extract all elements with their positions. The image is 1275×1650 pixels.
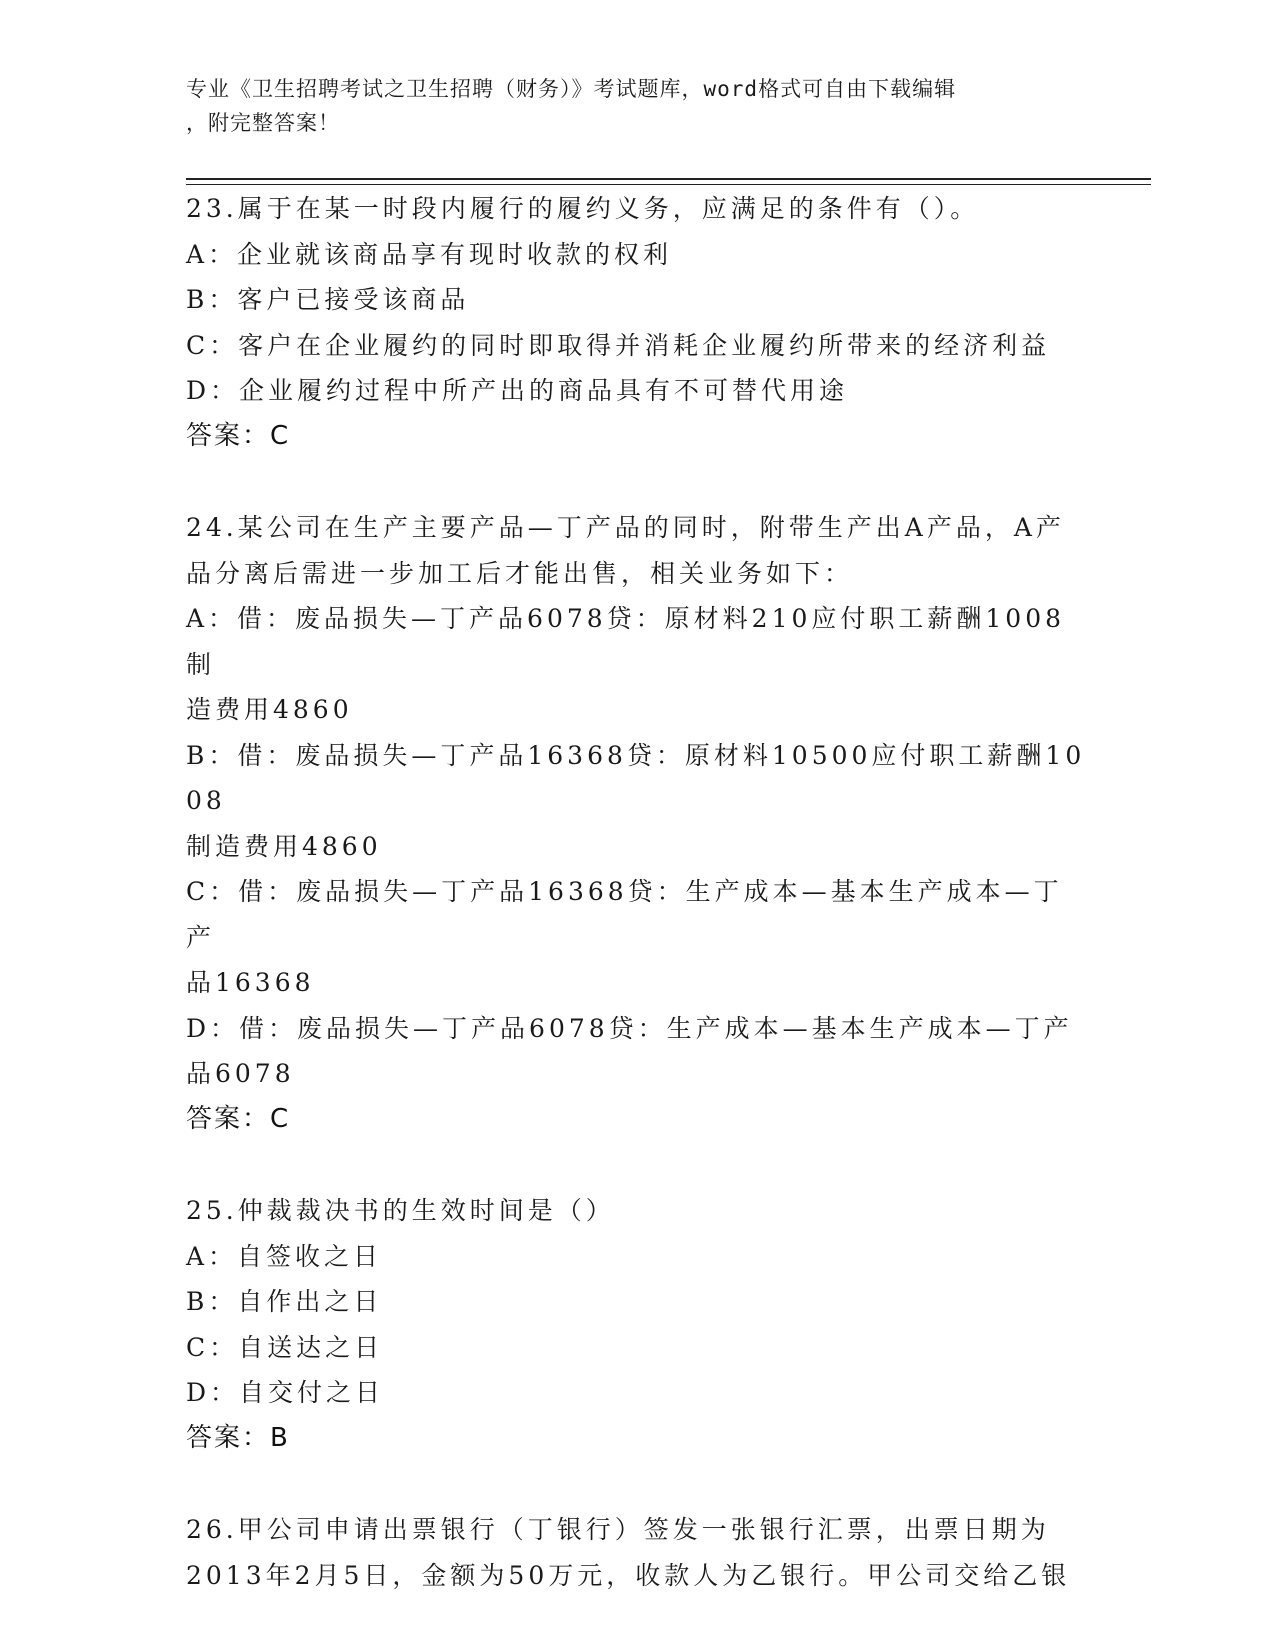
option-a: A：自签收之日 [186,1241,383,1271]
question-stem: 25.仲裁裁决书的生效时间是（） [186,1196,615,1225]
question-stem-line-2: 品分离后需进一步加工后才能出售，相关业务如下： [186,558,854,588]
question-25 [186,1188,1086,1461]
option-b: B：自作出之日 [186,1287,383,1316]
option-c: C：客户在企业履约的同时即取得并消耗企业履约所带来的经济利益 [186,330,1051,360]
option-d: D：企业履约过程中所产出的商品具有不可替代用途 [186,376,849,405]
option-a: A：企业就该商品享有现时收款的权利 [186,239,673,269]
answer-text: 答案：C [186,1103,291,1134]
option-c: C：自送达之日 [186,1332,384,1362]
question-stem: 23.属于在某一时段内履行的履约义务，应满足的条件有（）。 [186,194,980,223]
option-b: B：客户已接受该商品 [186,285,470,314]
option-b-line-2: 制造费用4860 [186,831,382,861]
option-b-line-1: B：借：废品损失—丁产品16368贷：原材料10500应付职工薪酬1008 [186,740,1086,815]
option-c-line-2: 品16368 [186,968,315,997]
option-d-line-1: D：借：废品损失—丁产品6078贷：生产成本—基本生产成本—丁产 [186,1013,1073,1043]
question-24 [186,505,1086,1142]
question-stem-line-1: 24.某公司在生产主要产品—丁产品的同时，附带生产出A产品，A产 [186,513,1065,542]
answer-text: 答案：C [186,420,291,451]
header-line-1: 专业《卫生招聘考试之卫生招聘（财务）》考试题库，word格式可自由下载编辑 [186,77,957,101]
header-line-2: ，附完整答案！ [186,111,340,135]
header-divider-thick [186,178,1151,180]
question-list [186,186,1086,1598]
answer-text: 答案：B [186,1422,290,1453]
question-26 [186,1507,1086,1598]
option-d-line-2: 品6078 [186,1059,295,1088]
option-d: D：自交付之日 [186,1378,385,1407]
question-stem-line-2: 2013年2月5日，金额为50万元，收款人为乙银行。甲公司交给乙银 [186,1560,1071,1590]
document-header [186,72,1066,140]
option-a-line-2: 造费用4860 [186,695,353,724]
header-divider-thin [186,184,1151,185]
question-23 [186,186,1086,459]
question-stem-line-1: 26.甲公司申请出票银行（丁银行）签发一张银行汇票，出票日期为 [186,1515,1050,1544]
option-a-line-1: A：借：废品损失—丁产品6078贷：原材料210应付职工薪酬1008制 [186,604,1066,679]
option-c-line-1: C：借：废品损失—丁产品16368贷：生产成本—基本生产成本—丁产 [186,877,1063,952]
